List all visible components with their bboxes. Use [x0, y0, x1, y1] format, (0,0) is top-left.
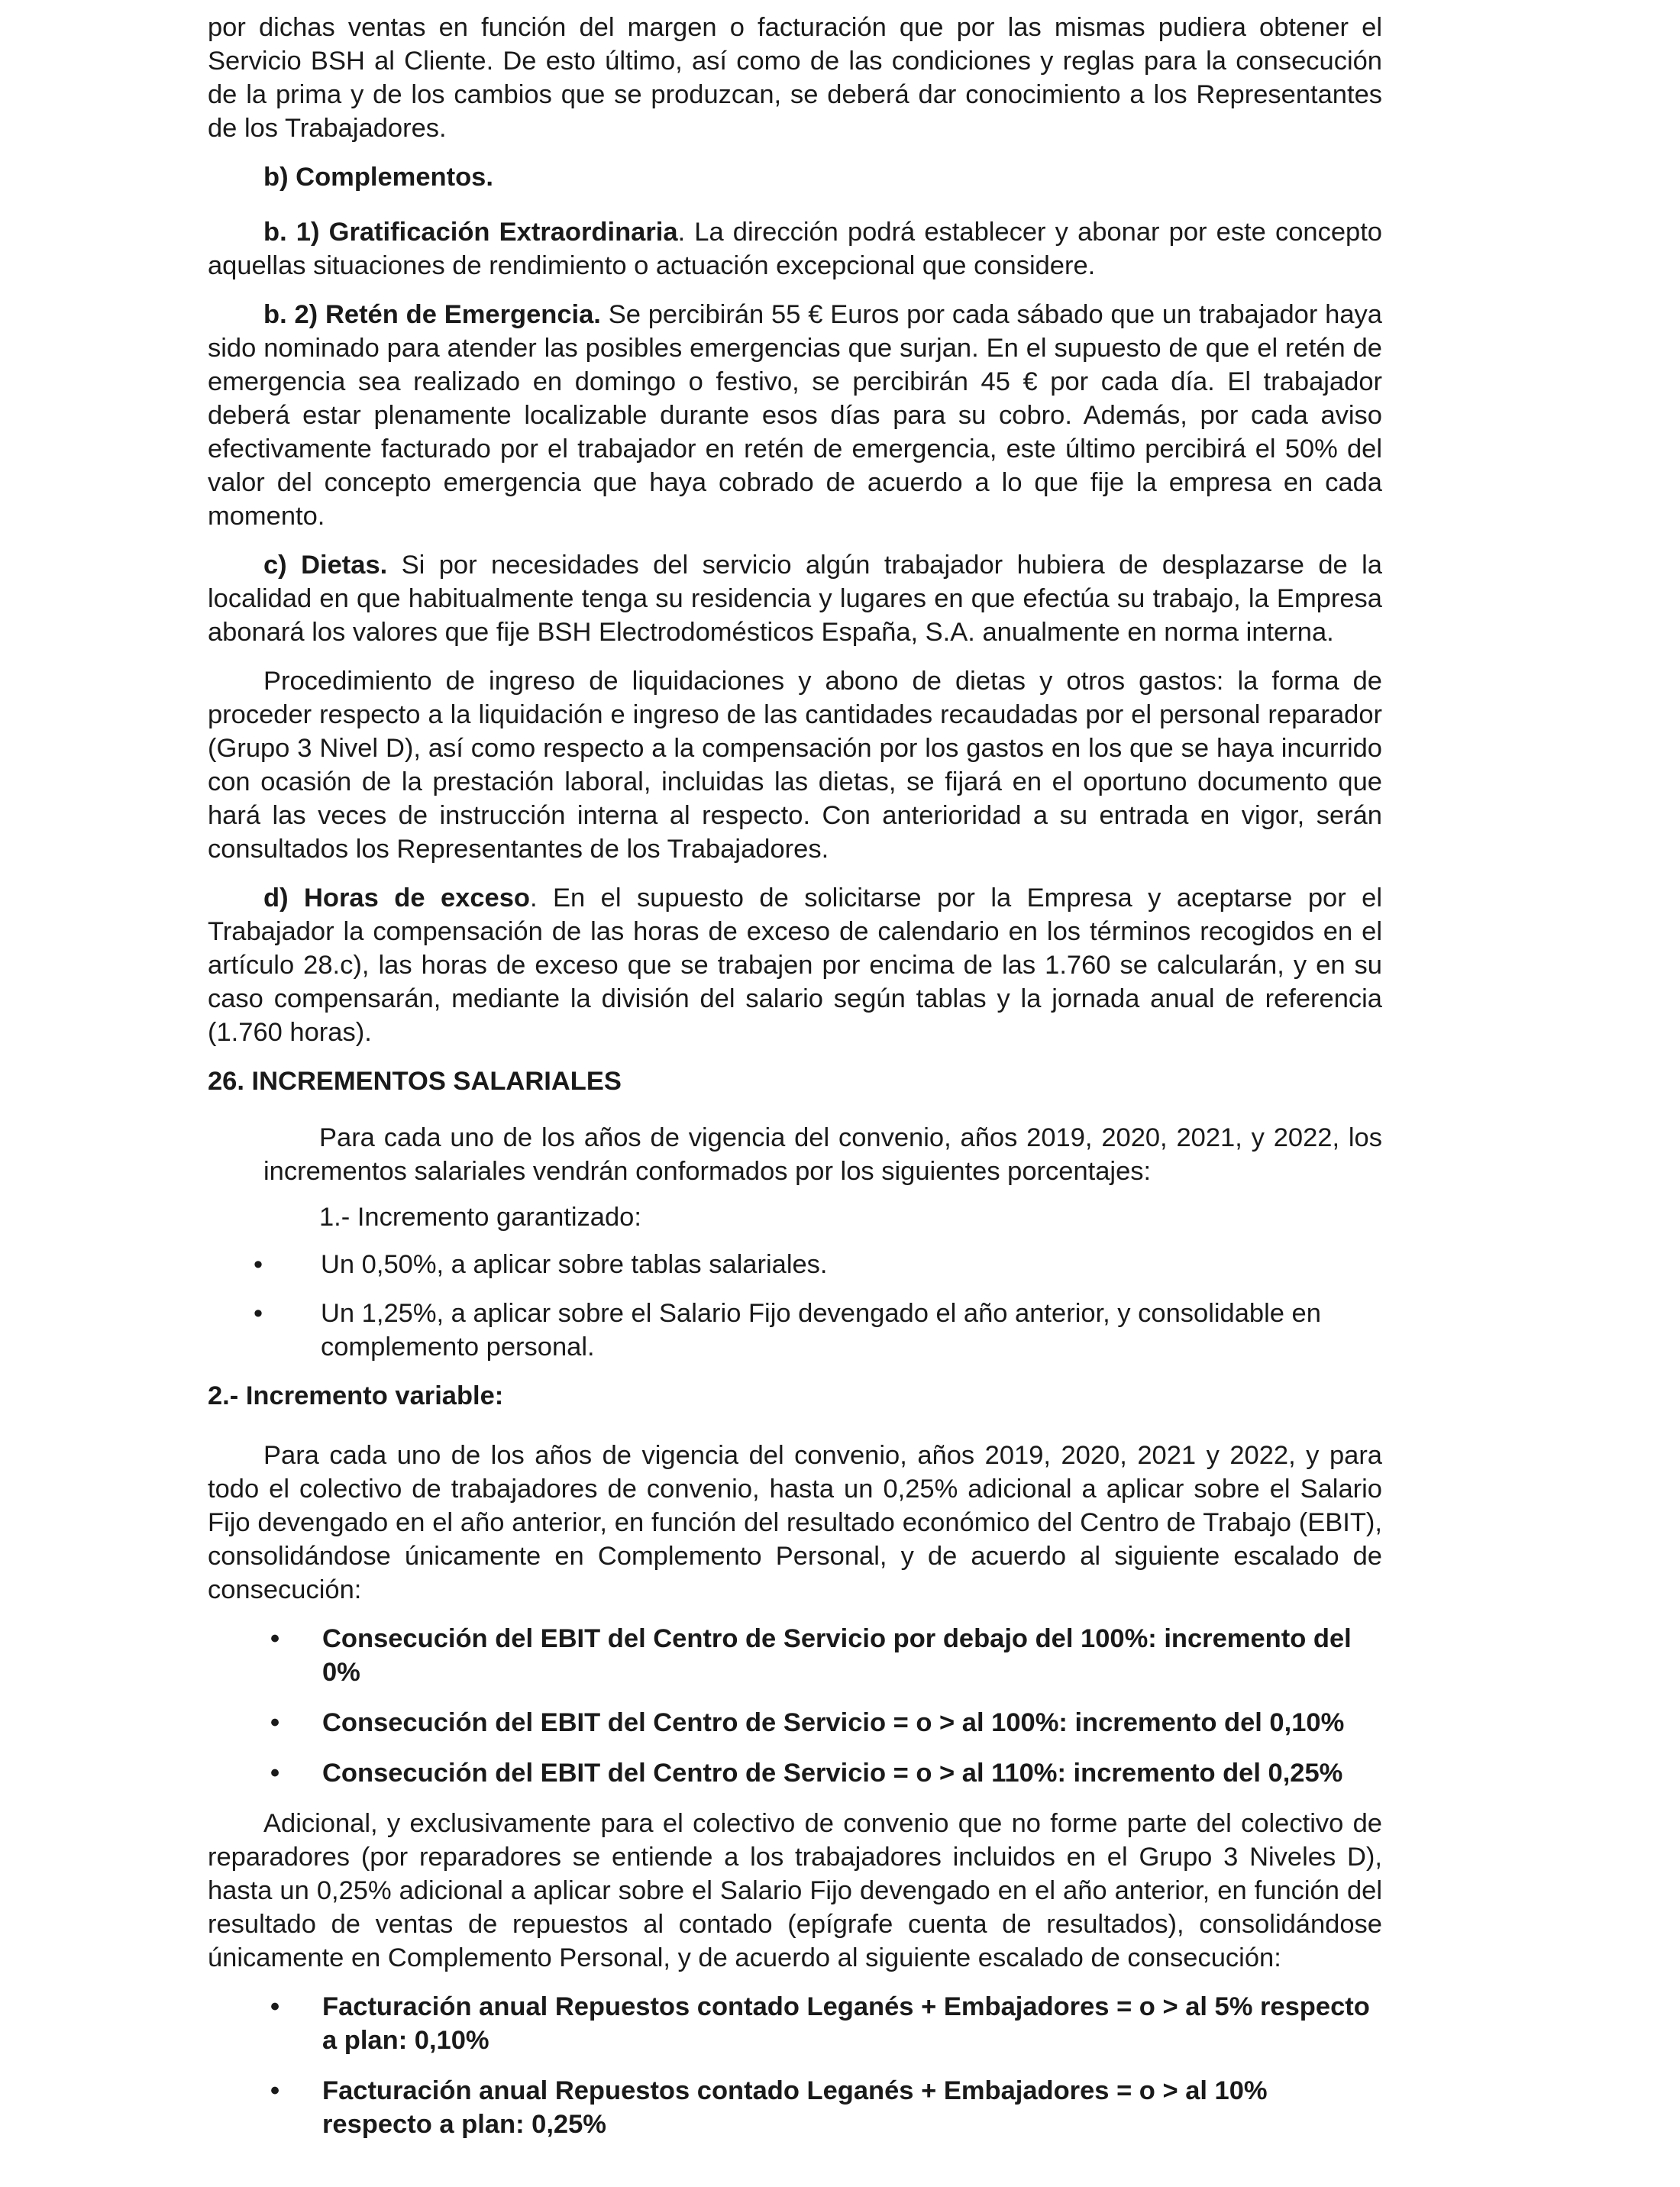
section-26-intro: Para cada uno de los años de vigencia del convenio, años 2019, 2020, 2021, y 2022, los incrementos salariales vendrán conformados por los siguientes porcentajes: [263, 1123, 1382, 1186]
procedimiento-paragraph: Procedimiento de ingreso de liquidaciones y abono de dietas y otros gastos: la forma de proceder respecto a la liquidación e ingreso de las cantidades recaudadas por el personal reparador (Grupo 3 Nivel D), así como respecto a la compensación por los gastos en los que se haya incurrido con ocasión de la prestación laboral, incluidas las dietas, se fijará en el oportuno documento que hará las veces de instrucción interna al respecto. Con anterioridad a su entrada en vigor, serán consultados los Representantes de los Trabajadores. [208, 667, 1382, 864]
repuestos-list [208, 1990, 1382, 2141]
complementos-heading: b) Complementos. [263, 163, 493, 192]
list-item: • Facturación anual Repuestos contado Leganés + Embajadores = o > al 5% respecto a plan: 0,10% [208, 1990, 1382, 2057]
dietas-label: c) Dietas. [263, 551, 388, 580]
bullet-icon: • [270, 1759, 280, 1788]
ebit-list [208, 1622, 1382, 1790]
variable-intro: Para cada uno de los años de vigencia del convenio, años 2019, 2020, 2021 y 2022, y para todo el colectivo de trabajadores de convenio, hasta un 0,25% adicional a aplicar sobre el Salario Fijo devengado en el año anterior, en función del resultado económico del Centro de Trabajo (EBIT), consolidándose únicamente en Complemento Personal, y de acuerdo al siguiente escalado de consecución: [208, 1441, 1382, 1604]
bullet-icon: • [270, 2076, 280, 2105]
bullet-icon: • [270, 1992, 280, 2021]
gratificacion-label: b. 1) Gratificación Extraordinaria [263, 218, 678, 247]
bullet-icon: • [254, 1250, 263, 1279]
list-item: • Un 1,25%, a aplicar sobre el Salario Fijo devengado el año anterior, y consolidable en complemento personal. [208, 1297, 1382, 1364]
horas-exceso-paragraph [208, 881, 1382, 1049]
bullet-icon: • [270, 1708, 280, 1737]
bullet-icon: • [254, 1299, 263, 1328]
reten-label: b. 2) Retén de Emergencia. [263, 300, 601, 329]
list-item: • Consecución del EBIT del Centro de Servicio por debajo del 100%: incremento del 0% [208, 1622, 1382, 1689]
list-item: • Consecución del EBIT del Centro de Servicio = o > al 110%: incremento del 0,25% [208, 1756, 1382, 1790]
list-item: • Facturación anual Repuestos contado Leganés + Embajadores = o > al 10% respecto a plan: 0,25% [208, 2074, 1382, 2141]
reten-paragraph [208, 298, 1382, 533]
gratificacion-text: . La dirección podrá establecer y abonar por este concepto aquellas situaciones de rendimiento o actuación excepcional que considere. [208, 218, 1382, 280]
section-26-heading: 26. INCREMENTOS SALARIALES [208, 1067, 622, 1096]
dietas-text: Si por necesidades del servicio algún trabajador hubiera de desplazarse de la localidad en que habitualmente tenga su residencia y lugares en que efectúa su trabajo, la Empresa abonará los valores que fije BSH Electrodomésticos España, S.A. anualmente en norma interna. [208, 551, 1382, 647]
reten-text: Se percibirán 55 € Euros por cada sábado que un trabajador haya sido nominado para atender las posibles emergencias que surjan. En el supuesto de que el retén de emergencia sea realizado en domingo o festivo, se percibirán 45 € por cada día. El trabajador deberá estar plenamente localizable durante esos días para su cobro. Además, por cada aviso efectivamente facturado por el trabajador en retén de emergencia, este último percibirá el 50% del valor del concepto emergencia que haya cobrado de acuerdo a lo que fije la empresa en cada momento. [208, 300, 1382, 531]
garantizado-label: 1.- Incremento garantizado: [319, 1203, 641, 1232]
adicional-paragraph: Adicional, y exclusivamente para el colectivo de convenio que no forme parte del colectivo de reparadores (por reparadores se entiende a los trabajadores incluidos en el Grupo 3 Niveles D), hasta un 0,25% adicional a aplicar sobre el Salario Fijo devengado en el año anterior, en función del resultado de ventas de repuestos al contado (epígrafe cuenta de resultados), consolidándose únicamente en Complemento Personal, y de acuerdo al siguiente escalado de consecución: [208, 1809, 1382, 1972]
horas-exceso-label: d) Horas de exceso [263, 884, 530, 913]
intro-paragraph: por dichas ventas en función del margen o facturación que por las mismas pudiera obtener el Servicio BSH al Cliente. De esto último, así como de las condiciones y reglas para la consecución de la prima y de los cambios que se produzcan, se deberá dar conocimiento a los Representantes de los Trabajadores. [208, 13, 1382, 143]
list-item: • Un 0,50%, a aplicar sobre tablas salariales. [208, 1248, 1382, 1281]
dietas-paragraph [208, 548, 1382, 649]
garantizado-list [208, 1248, 1382, 1364]
bullet-icon: • [270, 1624, 280, 1653]
document-page [208, 11, 1382, 2158]
horas-exceso-text: . En el supuesto de solicitarse por la Empresa y aceptarse por el Trabajador la compensación de las horas de exceso de calendario en los términos recogidos en el artículo 28.c), las horas de exceso que se trabajen por encima de las 1.760 se calcularán, y en su caso compensarán, mediante la división del salario según tablas y la jornada anual de referencia (1.760 horas). [208, 884, 1382, 1047]
section-26-body [208, 1121, 1382, 1234]
gratificacion-paragraph [208, 215, 1382, 283]
list-item: • Consecución del EBIT del Centro de Servicio = o > al 100%: incremento del 0,10% [208, 1706, 1382, 1740]
variable-heading: 2.- Incremento variable: [208, 1381, 504, 1410]
